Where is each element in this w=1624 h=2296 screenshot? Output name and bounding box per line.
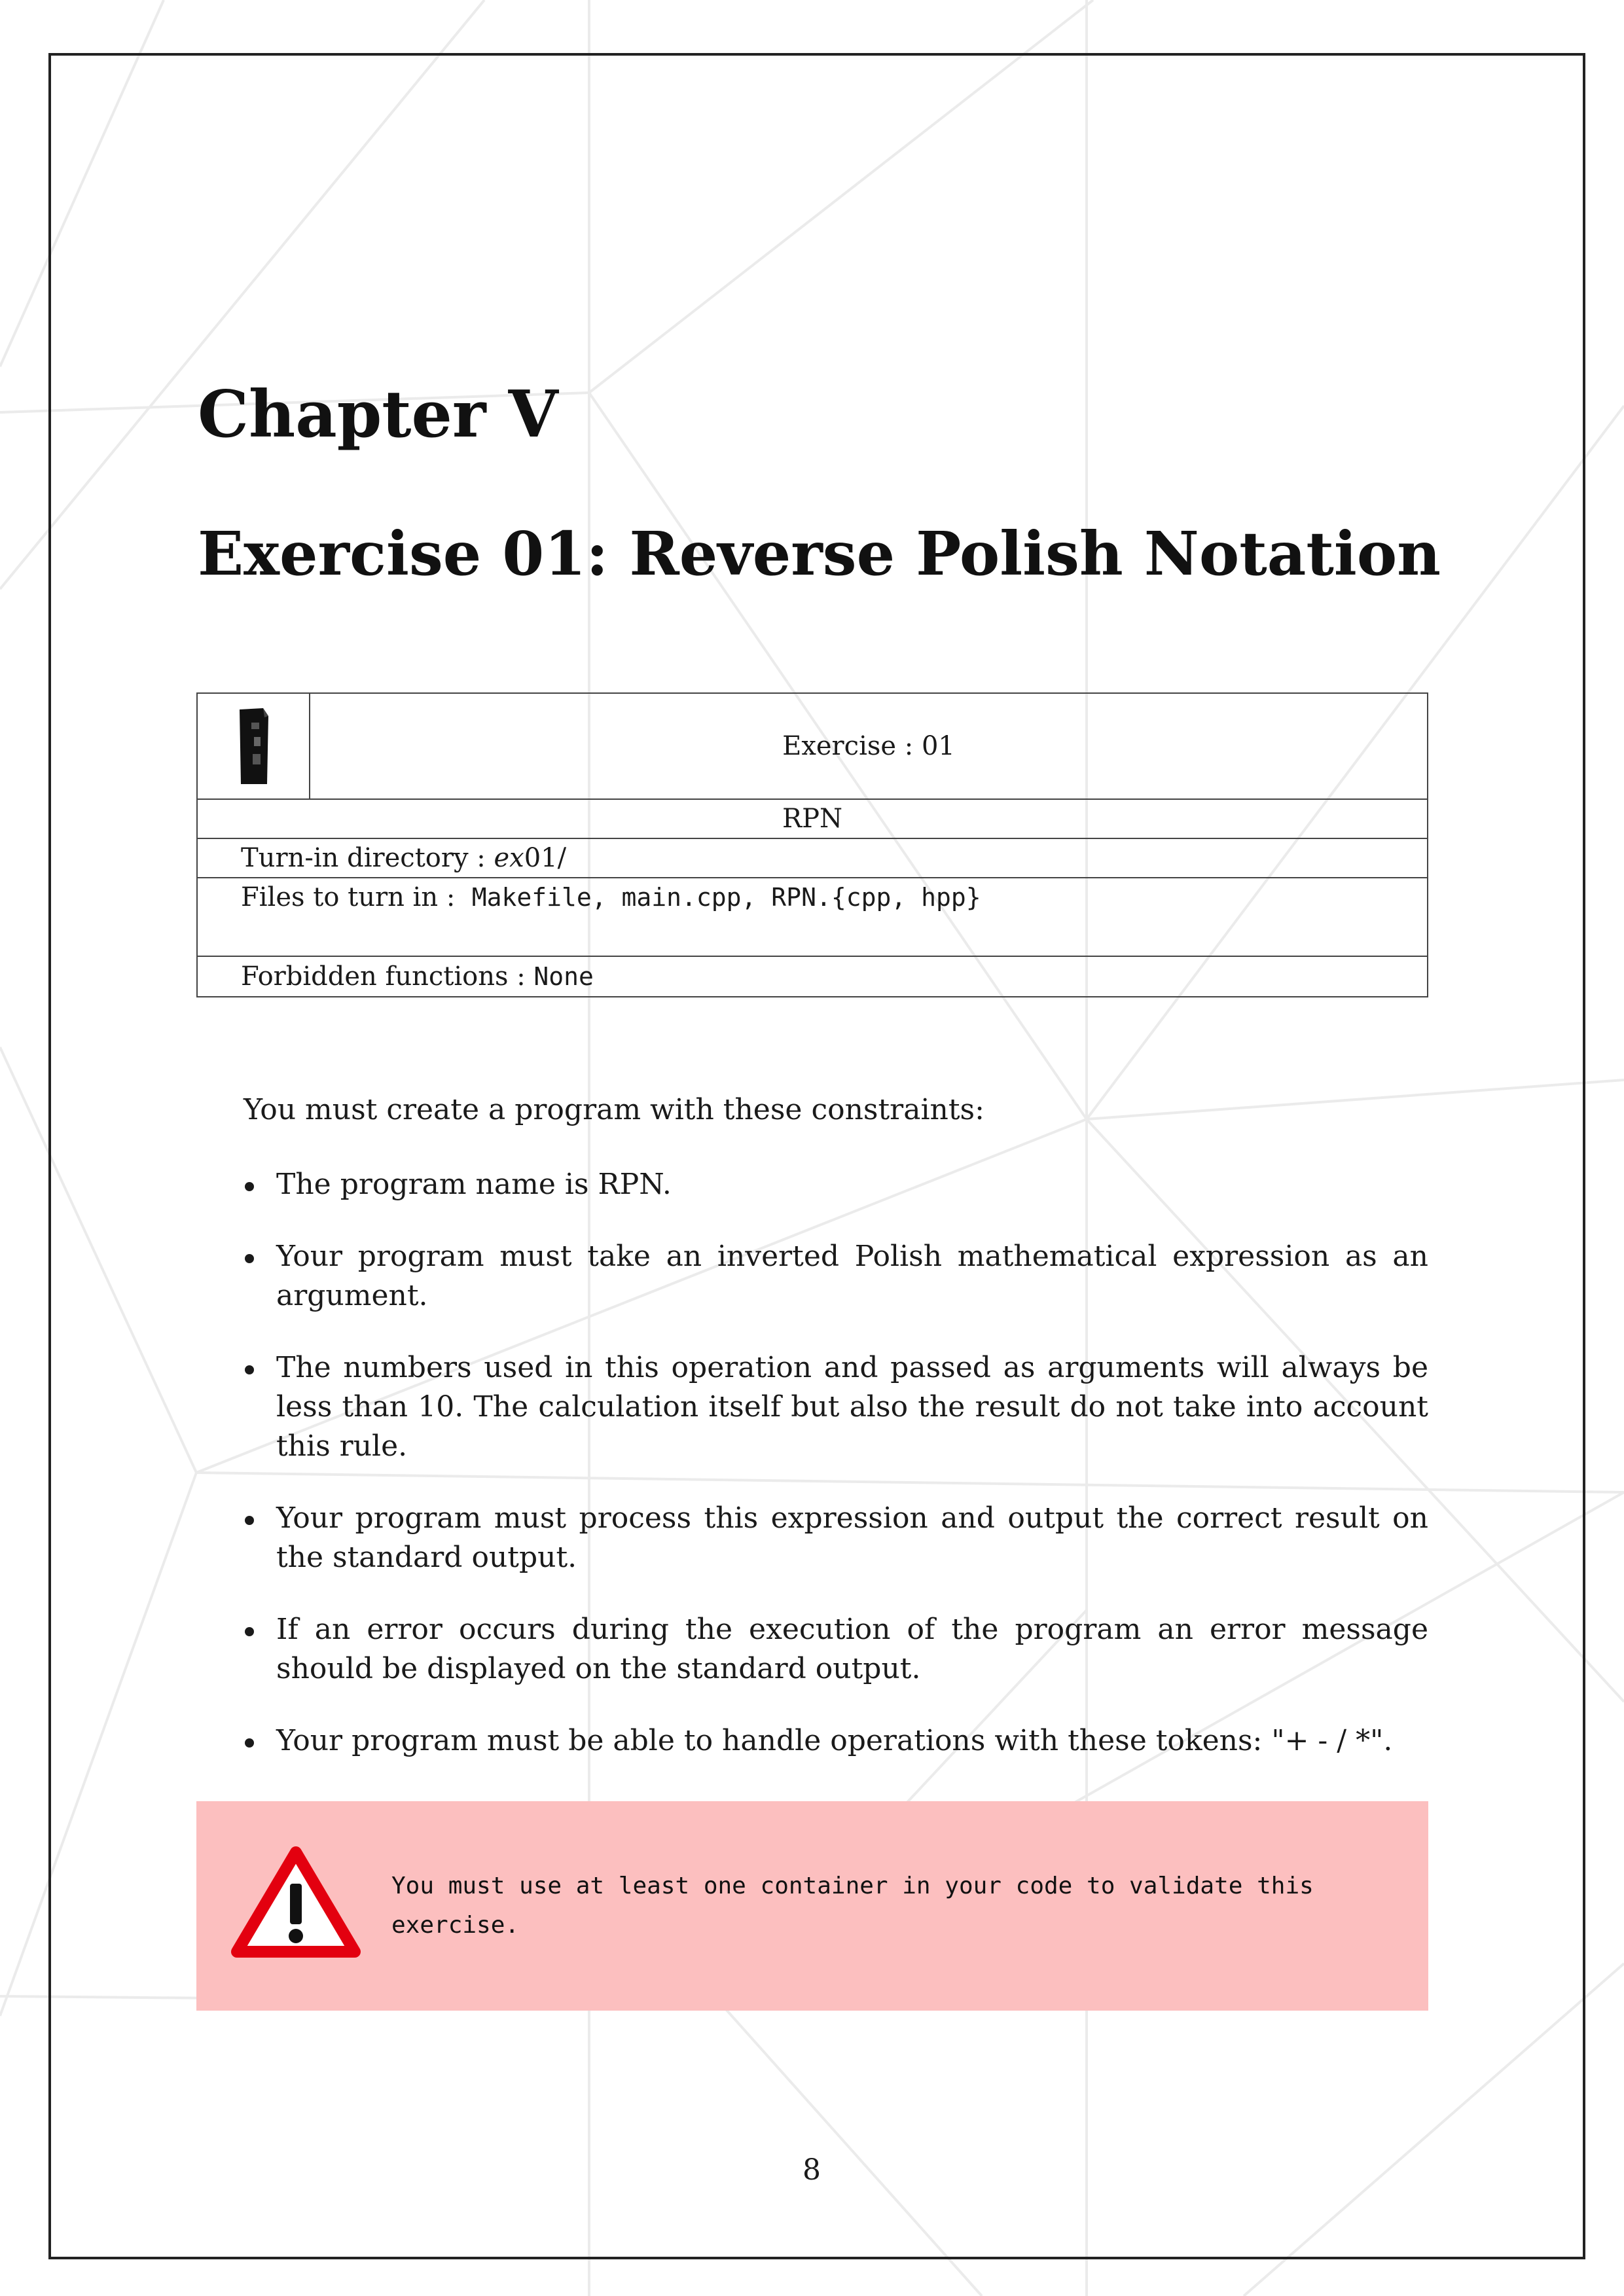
list-item: Your program must take an inverted Polish mathematical expression as an argument. xyxy=(244,1237,1428,1316)
exercise-name: RPN xyxy=(196,800,1428,839)
list-item: Your program must be able to handle operations with these tokens: "+ - / *". xyxy=(244,1721,1428,1761)
warning-icon xyxy=(230,1844,361,1960)
intro-text: You must create a program with these constraints: xyxy=(244,1093,984,1126)
list-item: The numbers used in this operation and passed as arguments will always be less than 10. The calculation itself but also the result do not take into account this rule. xyxy=(244,1348,1428,1466)
chapter-heading: Chapter V xyxy=(198,377,558,452)
forbidden-label: Forbidden functions : xyxy=(241,961,526,992)
files-value: Makefile, main.cpp, RPN.{cpp, hpp} xyxy=(471,883,981,912)
exercise-logo-cell xyxy=(198,694,310,798)
exercise-number-label: Exercise : 01 xyxy=(782,731,955,761)
warning-text: You must use at least one container in your code to validate this exercise. xyxy=(391,1873,1314,1939)
list-item: The program name is RPN. xyxy=(244,1165,1428,1204)
info-row-turnin xyxy=(196,839,1428,878)
forbidden-value: None xyxy=(533,962,594,991)
exercise-info-table xyxy=(196,692,1428,997)
turnin-label: Turn-in directory : xyxy=(241,843,486,873)
list-item: Your program must process this expression and output the correct result on the standard output. xyxy=(244,1499,1428,1577)
turnin-value-italic: ex xyxy=(494,843,524,873)
info-row-forbidden xyxy=(196,957,1428,997)
page-number: 8 xyxy=(803,2153,821,2187)
files-label: Files to turn in : xyxy=(241,882,464,912)
info-row-files xyxy=(196,878,1428,957)
turnin-value-rest: 01/ xyxy=(524,843,567,873)
list-item: If an error occurs during the execution of the program an error message should be displayed on the standard output. xyxy=(244,1610,1428,1689)
exercise-title: Exercise 01: Reverse Polish Notation xyxy=(198,518,1441,589)
info-row-header xyxy=(196,692,1428,800)
book-icon xyxy=(234,707,272,785)
constraints-list xyxy=(244,1165,1428,1793)
warning-box xyxy=(196,1801,1428,2011)
